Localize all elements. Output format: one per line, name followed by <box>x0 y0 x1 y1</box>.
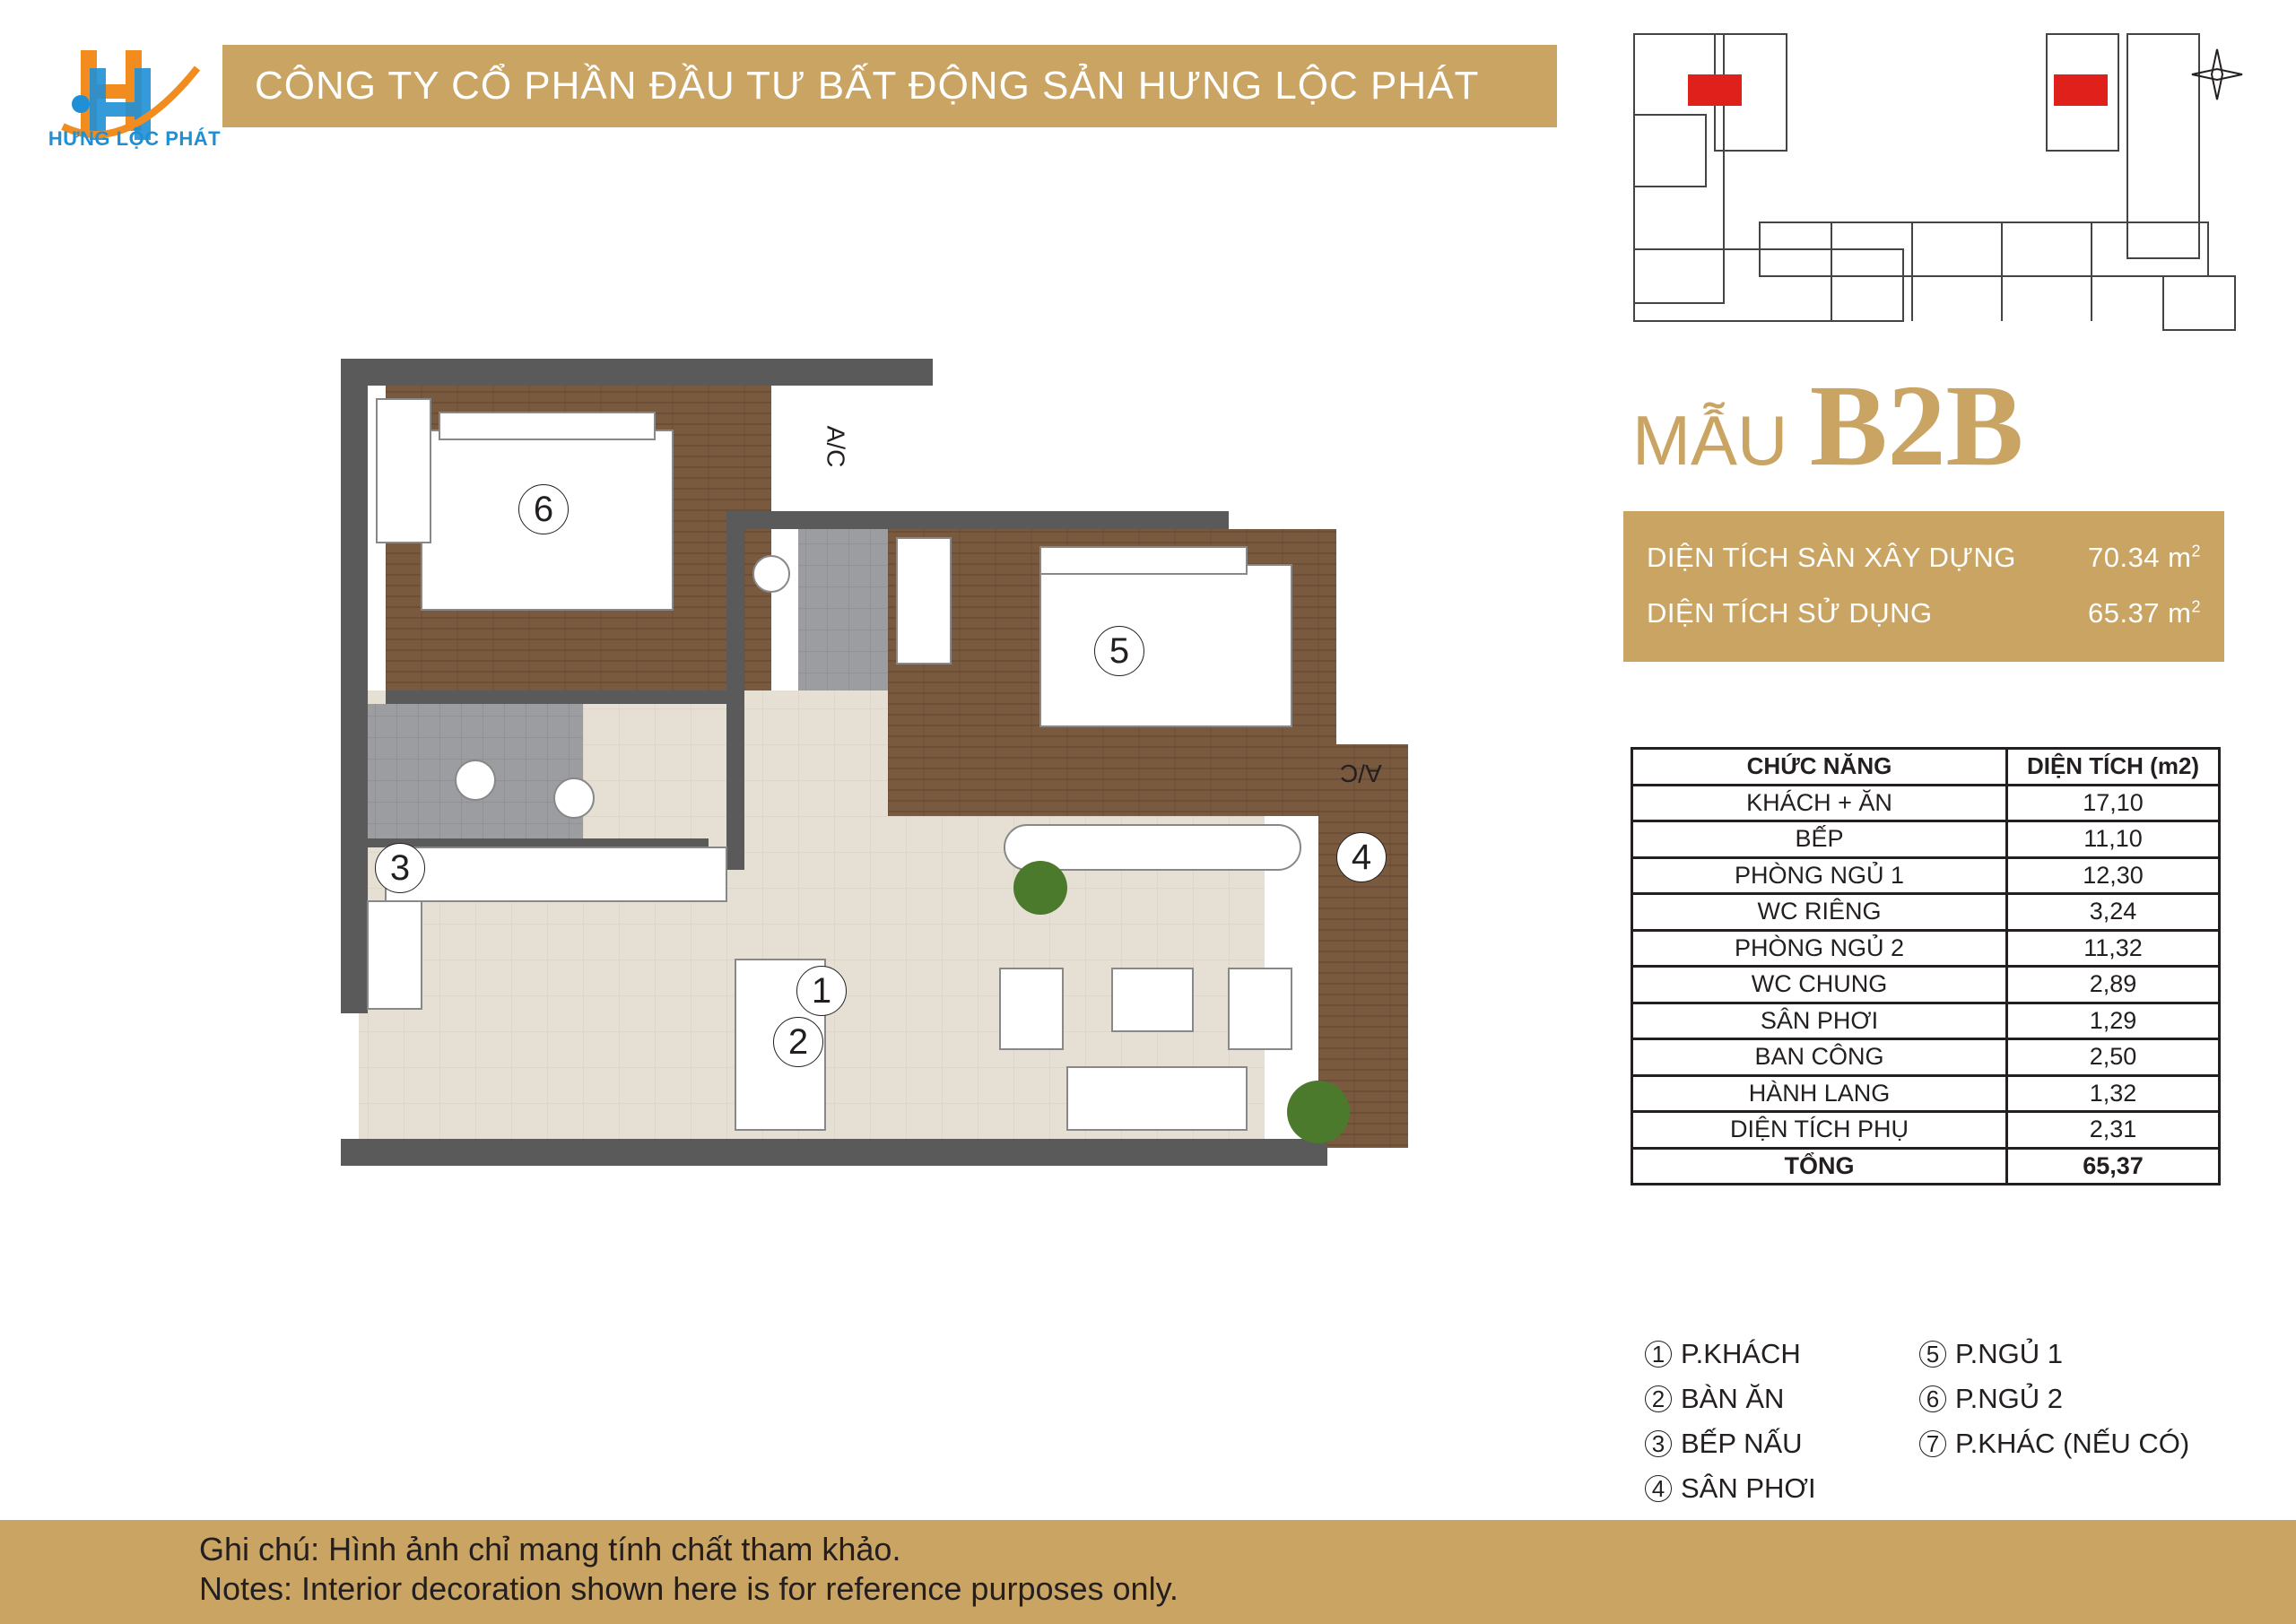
table-row <box>1632 930 2220 967</box>
total-value: 65,37 <box>2007 1148 2220 1185</box>
company-banner: CÔNG TY CỔ PHẦN ĐẦU TƯ BẤT ĐỘNG SẢN HƯNG LỘC PHÁT <box>222 45 1557 127</box>
function-area: 2,89 <box>2007 967 2220 1003</box>
area-value: 70.34 $m^2$ <box>2087 542 2201 573</box>
table-row <box>1632 967 2220 1003</box>
function-area: 12,30 <box>2007 857 2220 894</box>
room-number-1: 1 <box>796 966 847 1016</box>
table-row <box>1632 1003 2220 1039</box>
legend-item <box>1645 1383 1784 1415</box>
function-area: 17,10 <box>2007 785 2220 821</box>
model-title <box>1632 359 2260 491</box>
table-header: CHỨC NĂNG <box>1632 749 2007 786</box>
function-area: 11,32 <box>2007 930 2220 967</box>
legend-label: P.NGỦ 2 <box>1955 1383 2064 1414</box>
room-number-3: 3 <box>375 843 425 893</box>
function-area: 1,29 <box>2007 1003 2220 1039</box>
function-name: SÂN PHƠI <box>1632 1003 2007 1039</box>
function-name: WC CHUNG <box>1632 967 2007 1003</box>
note-vietnamese: Ghi chú: Hình ảnh chỉ mang tính chất tham khảo. <box>199 1531 901 1568</box>
floor-plan <box>332 350 1435 1193</box>
function-area: 3,24 <box>2007 894 2220 931</box>
room-number-2: 2 <box>773 1017 823 1067</box>
legend-item <box>1645 1338 1801 1370</box>
legend-label: SÂN PHƠI <box>1681 1472 1816 1504</box>
legend-label: BẾP NẤU <box>1681 1428 1803 1459</box>
legend-item <box>1645 1428 1803 1460</box>
table-row <box>1632 894 2220 931</box>
logo-text: HƯNG LỘC PHÁT <box>48 127 222 150</box>
table-row <box>1632 821 2220 858</box>
table-row <box>1632 857 2220 894</box>
key-plan <box>1625 25 2244 339</box>
legend-number: 4 <box>1645 1475 1672 1502</box>
legend-number: 1 <box>1645 1341 1672 1368</box>
total-label: TỔNG <box>1632 1148 2007 1185</box>
table-row <box>1632 1039 2220 1076</box>
legend-number: 7 <box>1919 1430 1946 1457</box>
function-area: 2,50 <box>2007 1039 2220 1076</box>
model-code: B2B <box>1809 361 2024 491</box>
area-row <box>1647 597 2201 630</box>
legend-item <box>1919 1383 2063 1415</box>
legend-number: 6 <box>1919 1385 1946 1412</box>
area-label: DIỆN TÍCH SỬ DỤNG <box>1647 597 1933 629</box>
legend-item <box>1919 1428 2189 1460</box>
function-area: 1,32 <box>2007 1075 2220 1112</box>
room-number-6: 6 <box>518 484 569 534</box>
model-prefix: MẪU <box>1632 401 1788 480</box>
legend-item <box>1919 1338 2063 1370</box>
function-name: KHÁCH + ĂN <box>1632 785 2007 821</box>
note-english: Notes: Interior decoration shown here is for reference purposes only. <box>199 1570 1178 1607</box>
function-name: DIỆN TÍCH PHỤ <box>1632 1112 2007 1149</box>
function-name: PHÒNG NGỦ 2 <box>1632 930 2007 967</box>
footer-band <box>0 1520 2296 1624</box>
table-row <box>1632 1075 2220 1112</box>
table-row <box>1632 1112 2220 1149</box>
function-name: BAN CÔNG <box>1632 1039 2007 1076</box>
legend-label: BÀN ĂN <box>1681 1383 1785 1414</box>
legend-number: 2 <box>1645 1385 1672 1412</box>
function-area: 2,31 <box>2007 1112 2220 1149</box>
function-name: PHÒNG NGỦ 1 <box>1632 857 2007 894</box>
ac-label: A/C <box>1340 760 1382 787</box>
room-number-5: 5 <box>1094 626 1144 676</box>
table-total-row <box>1632 1148 2220 1185</box>
table-row <box>1632 785 2220 821</box>
legend-label: P.KHÁC (NẾU CÓ) <box>1955 1428 2190 1459</box>
function-area: 11,10 <box>2007 821 2220 858</box>
legend-label: P.NGỦ 1 <box>1955 1338 2064 1369</box>
table-header-row <box>1632 749 2220 786</box>
function-name: BẾP <box>1632 821 2007 858</box>
area-summary <box>1623 511 2224 662</box>
area-table <box>1631 747 2221 1185</box>
legend-item <box>1645 1472 1816 1505</box>
function-name: HÀNH LANG <box>1632 1075 2007 1112</box>
legend-number: 5 <box>1919 1341 1946 1368</box>
ac-label: A/C <box>822 425 850 468</box>
table-header: DIỆN TÍCH (m2) <box>2007 749 2220 786</box>
legend-label: P.KHÁCH <box>1681 1338 1801 1369</box>
legend-number: 3 <box>1645 1430 1672 1457</box>
area-label: DIỆN TÍCH SÀN XÂY DỰNG <box>1647 542 2016 573</box>
function-name: WC RIÊNG <box>1632 894 2007 931</box>
area-row <box>1647 542 2201 574</box>
area-value: 65.37 $m^2$ <box>2087 597 2201 629</box>
room-number-4: 4 <box>1336 832 1387 882</box>
